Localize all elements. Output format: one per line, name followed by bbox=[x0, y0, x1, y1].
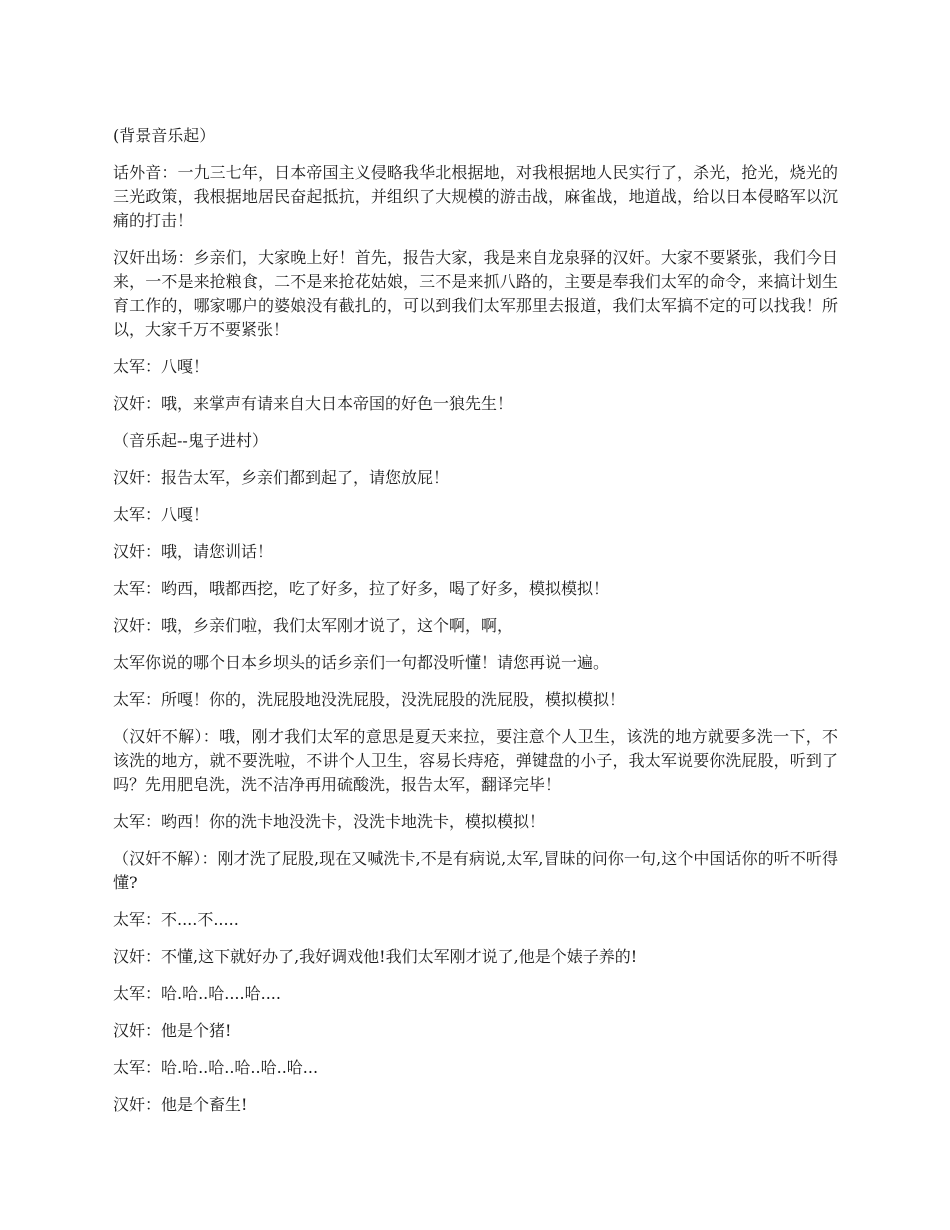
paragraph-traitor-entrance: 汉奸出场：乡亲们，大家晚上好！首先，报告大家，我是来自龙泉驿的汉奸。大家不要紧张，我们今日来，一不是来抢粮食，二不是来抢花姑娘，三不是来抓八路的，主要是奉我们太军的命令，来搞计划生育工作的，哪家哪户的婆娘没有截扎的，可以到我们太军那里去报道，我们太军搞不定的可以找我！所以，大家千万不要紧张！ bbox=[113, 248, 838, 339]
paragraph-dialogue: 太军你说的哪个日本乡坝头的话乡亲们一句都没听懂！请您再说一遍。 bbox=[113, 653, 610, 672]
paragraph-dialogue: 太军：哟西！你的洗卡地没洗卡，没洗卡地洗卡，模拟模拟！ bbox=[113, 812, 546, 831]
paragraph-translation: （汉奸不解）：刚才洗了屁股,现在又喊洗卡,不是有病说,太军,冒昧的问你一句,这个中国话你的听不听得懂? bbox=[113, 849, 838, 892]
paragraph-narrator: 话外音：一九三七年，日本帝国主义侵略我华北根据地，对我根据地人民实行了，杀光，抢光，烧光的三光政策，我根据地居民奋起抵抗，并组织了大规模的游击战，麻雀战，地道战，给以日本侵略军以沉痛的打击！ bbox=[113, 163, 838, 230]
paragraph-stage-direction: （音乐起--鬼子进村） bbox=[113, 431, 268, 450]
paragraph-dialogue: 汉奸：他是个畜生! bbox=[113, 1095, 248, 1114]
paragraph-translation: （汉奸不解）：哦，刚才我们太军的意思是夏天来拉，要注意个人卫生，该洗的地方就要多洗一下，不该洗的地方，就不要洗啦，不讲个人卫生，容易长痔疮，弹键盘的小子，我太军说要你洗屁股，听到了吗？先用肥皂洗，洗不洁净再用硫酸洗，报告太军，翻译完毕！ bbox=[113, 727, 838, 794]
paragraph-dialogue: 太军：八嘎！ bbox=[113, 505, 210, 524]
document-body bbox=[113, 124, 838, 1130]
paragraph-dialogue: 汉奸：哦，乡亲们啦，我们太军刚才说了，这个啊，啊， bbox=[113, 616, 514, 635]
paragraph-dialogue: 太军：所嘎！你的，洗屁股地没洗屁股，没洗屁股的洗屁股，模拟模拟！ bbox=[113, 690, 626, 709]
paragraph-dialogue: 汉奸：哦，来掌声有请来自大日本帝国的好色一狼先生！ bbox=[113, 394, 514, 413]
paragraph-dialogue: 太军：哟西，哦都西挖，吃了好多，拉了好多，喝了好多，模拟模拟！ bbox=[113, 579, 610, 598]
paragraph-dialogue: 汉奸：报告太军，乡亲们都到起了，请您放屁！ bbox=[113, 468, 450, 487]
paragraph-dialogue: 汉奸：不懂,这下就好办了,我好调戏他!我们太军刚才说了,他是个婊子养的! bbox=[113, 947, 638, 966]
paragraph-stage-direction-music: (背景音乐起） bbox=[113, 126, 216, 145]
paragraph-dialogue: 太军：哈.哈..哈..哈..哈..哈... bbox=[113, 1058, 319, 1077]
paragraph-dialogue: 太军：不....不..... bbox=[113, 910, 239, 929]
paragraph-dialogue: 太军：八嘎！ bbox=[113, 357, 210, 376]
paragraph-dialogue: 汉奸：哦，请您训话！ bbox=[113, 542, 274, 561]
paragraph-dialogue: 太军：哈.哈..哈....哈.... bbox=[113, 984, 281, 1003]
paragraph-dialogue: 汉奸：他是个猪! bbox=[113, 1021, 232, 1040]
